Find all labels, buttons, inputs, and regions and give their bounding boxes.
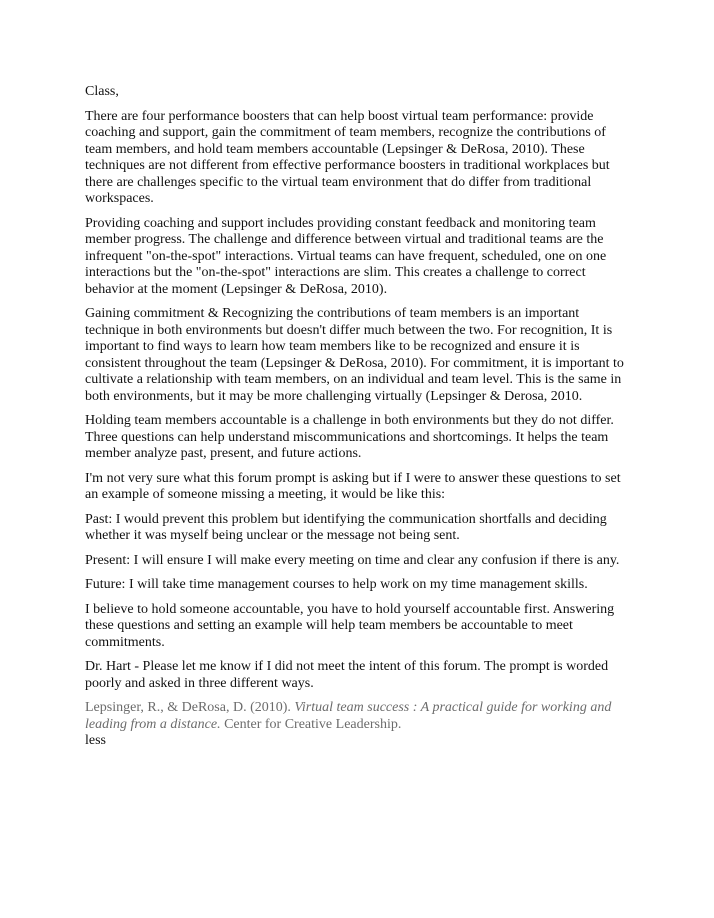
post-paragraph: Providing coaching and support includes providing constant feedback and monitoring team member progress. The challenge and difference between virtual and traditional teams are the infrequent "on-the-spot" interactions. Virtual teams can have frequent, scheduled, one on one interactions but the "on-the-spot" interactions are slim. This creates a challenge to correct behavior at the moment (Lepsinger & DeRosa, 2010). bbox=[85, 215, 607, 297]
reference-authors: Lepsinger, R., & DeRosa, D. (2010). bbox=[85, 700, 295, 715]
post-paragraph: There are four performance boosters that can help boost virtual team performance: provide coaching and support, gain the commitment of team members, recognize the contributions of team members, and hold team members accountable (Lepsinger & DeRosa, 2010). These techniques are not different from effective performance boosters in traditional workplaces but there are challenges specific to the virtual team environment that do differ from traditional workspaces. bbox=[85, 108, 610, 206]
greeting: Class, bbox=[85, 84, 119, 99]
less-link[interactable]: less bbox=[85, 733, 106, 748]
post-paragraph: I'm not very sure what this forum prompt is asking but if I were to answer these questions to set an example of someone missing a meeting, it would be like this: bbox=[85, 470, 621, 502]
post-paragraph: Present: I will ensure I will make every meeting on time and clear any confusion if there is any. bbox=[85, 552, 620, 568]
reference-citation bbox=[85, 700, 633, 733]
post-paragraph: Holding team members accountable is a challenge in both environments but they do not differ. Three questions can help understand miscommunications and shortcomings. It helps the team member analyze past, present, and future actions. bbox=[85, 413, 614, 461]
post-paragraph: Dr. Hart - Please let me know if I did not meet the intent of this forum. The prompt is worded poorly and asked in three different ways. bbox=[85, 659, 609, 691]
reference-publisher: Center for Creative Leadership. bbox=[220, 716, 402, 732]
post-paragraph: I believe to hold someone accountable, you have to hold yourself accountable first. Answering these questions and setting an example will help team members be accountable to meet commitments. bbox=[85, 601, 615, 650]
post-paragraph: Future: I will take time management courses to help work on my time management skills. bbox=[85, 577, 588, 592]
forum-post bbox=[85, 84, 633, 750]
post-paragraph: Gaining commitment & Recognizing the contributions of team members is an important technique in both environments but doesn't differ much between the two. For recognition, It is important to find ways to learn how team members like to be recognized and ensure it is consistent throughout the team (Lepsinger & DeRosa, 2010). For commitment, it is important to cultivate a relationship with team members, on an individual and team level. This is the same in both environments, but it may be more challenging virtually (Lepsinger & Derosa, 2010. bbox=[85, 306, 624, 404]
reference-title: Virtual team success : A practical guide for working and leading from a distance. bbox=[85, 700, 612, 732]
post-paragraph: Past: I would prevent this problem but identifying the communication shortfalls and deciding whether it was myself being unclear or the message not being sent. bbox=[85, 511, 607, 543]
